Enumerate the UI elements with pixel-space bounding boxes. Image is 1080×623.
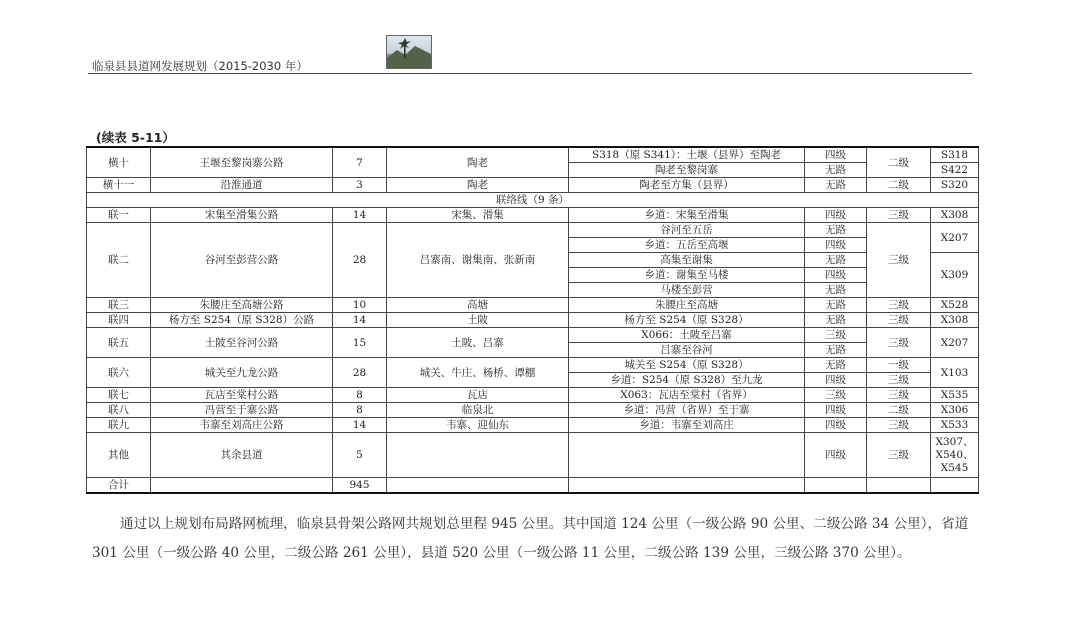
table-caption: (续表 5-11） (96, 130, 175, 145)
current-grade: 四级 (805, 373, 867, 388)
current-grade: 四级 (805, 403, 867, 418)
route-code: X308 (931, 208, 979, 223)
route-towns (387, 433, 569, 478)
route-towns: 宋集、滑集 (387, 208, 569, 223)
current-grade: 三级 (805, 388, 867, 403)
table-row (87, 208, 979, 223)
planned-grade: 三级 (867, 313, 931, 328)
route-id: 联九 (87, 418, 151, 433)
route-segment: 乡道：宋集至滑集 (569, 208, 805, 223)
route-code: X308 (931, 313, 979, 328)
route-segment: X066：土陂至吕寨 (569, 328, 805, 343)
planned-grade: 三级 (867, 298, 931, 313)
total-length: 945 (333, 478, 387, 494)
current-grade: 无路 (805, 283, 867, 298)
route-code: X309 (931, 253, 979, 298)
route-id: 联四 (87, 313, 151, 328)
planned-grade: 三级 (867, 208, 931, 223)
empty-cell (569, 478, 805, 494)
current-grade: 无路 (805, 313, 867, 328)
route-code: X528 (931, 298, 979, 313)
planned-grade: 二级 (867, 147, 931, 178)
route-segment: 乡道：谢集至马楼 (569, 268, 805, 283)
route-name: 沿淮通道 (151, 178, 333, 193)
route-name: 土陂至谷河公路 (151, 328, 333, 358)
route-towns: 土陂 (387, 313, 569, 328)
current-grade: 无路 (805, 163, 867, 178)
route-name: 王堰至黎岗寨公路 (151, 147, 333, 178)
route-name (151, 478, 333, 494)
table-row (87, 313, 979, 328)
planned-grade: 三级 (867, 433, 931, 478)
table-row (87, 147, 979, 163)
route-segment: 乡道：冯营（省界）至于寨 (569, 403, 805, 418)
route-segment: 乡道：韦寨至刘高庄 (569, 418, 805, 433)
route-code: S318 (931, 147, 979, 163)
route-name: 瓦店至棠村公路 (151, 388, 333, 403)
planned-grade: 二级 (867, 403, 931, 418)
route-code: X533 (931, 418, 979, 433)
route-code: X306 (931, 403, 979, 418)
table-row (87, 298, 979, 313)
route-name: 杨方至 S254（原 S328）公路 (151, 313, 333, 328)
route-name: 韦寨至刘高庄公路 (151, 418, 333, 433)
route-segment: 吕寨至谷河 (569, 343, 805, 358)
route-segment: 城关至 S254（原 S328） (569, 358, 805, 373)
route-id: 联一 (87, 208, 151, 223)
route-segment: 乡道：五岳至高堰 (569, 238, 805, 253)
route-id: 横十 (87, 147, 151, 178)
route-towns: 土陂、吕寨 (387, 328, 569, 358)
current-grade: 四级 (805, 433, 867, 478)
table-row (87, 433, 979, 478)
planned-grade: 二级 (867, 178, 931, 193)
current-grade: 无路 (805, 343, 867, 358)
route-code: X207 (931, 223, 979, 253)
road-plan-table (86, 146, 979, 494)
route-length: 14 (333, 313, 387, 328)
route-length: 28 (333, 358, 387, 388)
route-length: 28 (333, 223, 387, 298)
route-code: X540、 (935, 448, 974, 461)
current-grade: 无路 (805, 178, 867, 193)
route-segment: 杨方至 S254（原 S328） (569, 313, 805, 328)
current-grade: 四级 (805, 418, 867, 433)
table-row (87, 403, 979, 418)
route-id: 横十一 (87, 178, 151, 193)
route-towns: 城关、牛庄、杨桥、谭棚 (387, 358, 569, 388)
route-segment: 朱腰庄至高塘 (569, 298, 805, 313)
empty-cell (931, 478, 979, 494)
route-code: X535 (931, 388, 979, 403)
current-grade: 四级 (805, 268, 867, 283)
route-towns: 陶老 (387, 178, 569, 193)
route-towns: 陶老 (387, 147, 569, 178)
route-id: 联三 (87, 298, 151, 313)
route-name: 其余县道 (151, 433, 333, 478)
route-id: 联七 (87, 388, 151, 403)
route-towns: 高塘 (387, 298, 569, 313)
route-length: 10 (333, 298, 387, 313)
planned-grade: 一级 (867, 358, 931, 373)
route-length: 14 (333, 208, 387, 223)
planned-grade: 三级 (867, 373, 931, 388)
header-rule (88, 73, 972, 74)
current-grade: 无路 (805, 253, 867, 268)
total-label: 合计 (87, 478, 151, 494)
empty-cell (387, 478, 569, 494)
current-grade: 四级 (805, 238, 867, 253)
current-grade: 三级 (805, 328, 867, 343)
route-id: 其他 (87, 433, 151, 478)
route-length: 5 (333, 433, 387, 478)
summary-paragraph: 通过以上规划布局路网梳理，临泉县骨架公路网共规划总里程 945 公里。其中国道 124 公里（一级公路 90 公里、二级公路 34 公里），省道 301 公里（一级公路 40 公里，二级公路 261 公里），县道 520 公里（一级公路 11 公里，二级公路 139 公里，三级公路 370 公里）。 (92, 516, 969, 561)
table-section-row (87, 193, 979, 208)
table-row (87, 328, 979, 343)
current-grade: 无路 (805, 223, 867, 238)
table-row (87, 358, 979, 373)
section-heading: 联络线（9 条） (87, 193, 979, 208)
route-name: 冯营至于寨公路 (151, 403, 333, 418)
header-landscape-image (386, 35, 432, 69)
route-code-list (931, 433, 979, 478)
route-length: 7 (333, 147, 387, 178)
current-grade: 无路 (805, 358, 867, 373)
table-row (87, 388, 979, 403)
route-id: 联六 (87, 358, 151, 388)
route-segment: 陶老至黎岗寨 (569, 163, 805, 178)
route-name: 城关至九龙公路 (151, 358, 333, 388)
route-code: S422 (931, 163, 979, 178)
planned-grade: 三级 (867, 328, 931, 358)
route-id: 联八 (87, 403, 151, 418)
route-towns: 瓦店 (387, 388, 569, 403)
planned-grade: 三级 (867, 223, 931, 298)
table-row (87, 178, 979, 193)
route-segment: 谷河至五岳 (569, 223, 805, 238)
route-segment: S318（原 S341）：土堰（县界）至陶老 (569, 147, 805, 163)
route-code: S320 (931, 178, 979, 193)
route-towns: 韦寨、迎仙东 (387, 418, 569, 433)
route-segment (569, 433, 805, 478)
route-id: 联二 (87, 223, 151, 298)
route-code: X307、 (935, 435, 974, 448)
table-row (87, 223, 979, 238)
route-length: 8 (333, 388, 387, 403)
route-length: 15 (333, 328, 387, 358)
table-total-row (87, 478, 979, 494)
route-segment: X063：瓦店至棠村（省界） (569, 388, 805, 403)
table-row (87, 418, 979, 433)
document-header-title: 临泉县县道网发展规划（2015-2030 年） (92, 59, 308, 73)
route-name: 宋集至滑集公路 (151, 208, 333, 223)
planned-grade: 三级 (867, 418, 931, 433)
empty-cell (805, 478, 867, 494)
current-grade: 无路 (805, 298, 867, 313)
route-id: 联五 (87, 328, 151, 358)
current-grade: 四级 (805, 208, 867, 223)
empty-cell (867, 478, 931, 494)
route-segment: 乡道：S254（原 S328）至九龙 (569, 373, 805, 388)
route-code: X103 (931, 358, 979, 388)
route-length: 14 (333, 418, 387, 433)
route-code: X545 (940, 461, 969, 474)
route-name: 谷河至彭营公路 (151, 223, 333, 298)
route-segment: 高集至谢集 (569, 253, 805, 268)
planned-grade: 三级 (867, 388, 931, 403)
route-code: X207 (931, 328, 979, 358)
route-towns: 临泉北 (387, 403, 569, 418)
route-segment: 马楼至彭营 (569, 283, 805, 298)
route-towns: 吕寨南、谢集南、张新南 (387, 223, 569, 298)
route-segment: 陶老至方集（县界） (569, 178, 805, 193)
current-grade: 四级 (805, 147, 867, 163)
route-length: 8 (333, 403, 387, 418)
route-name: 朱腰庄至高塘公路 (151, 298, 333, 313)
route-length: 3 (333, 178, 387, 193)
